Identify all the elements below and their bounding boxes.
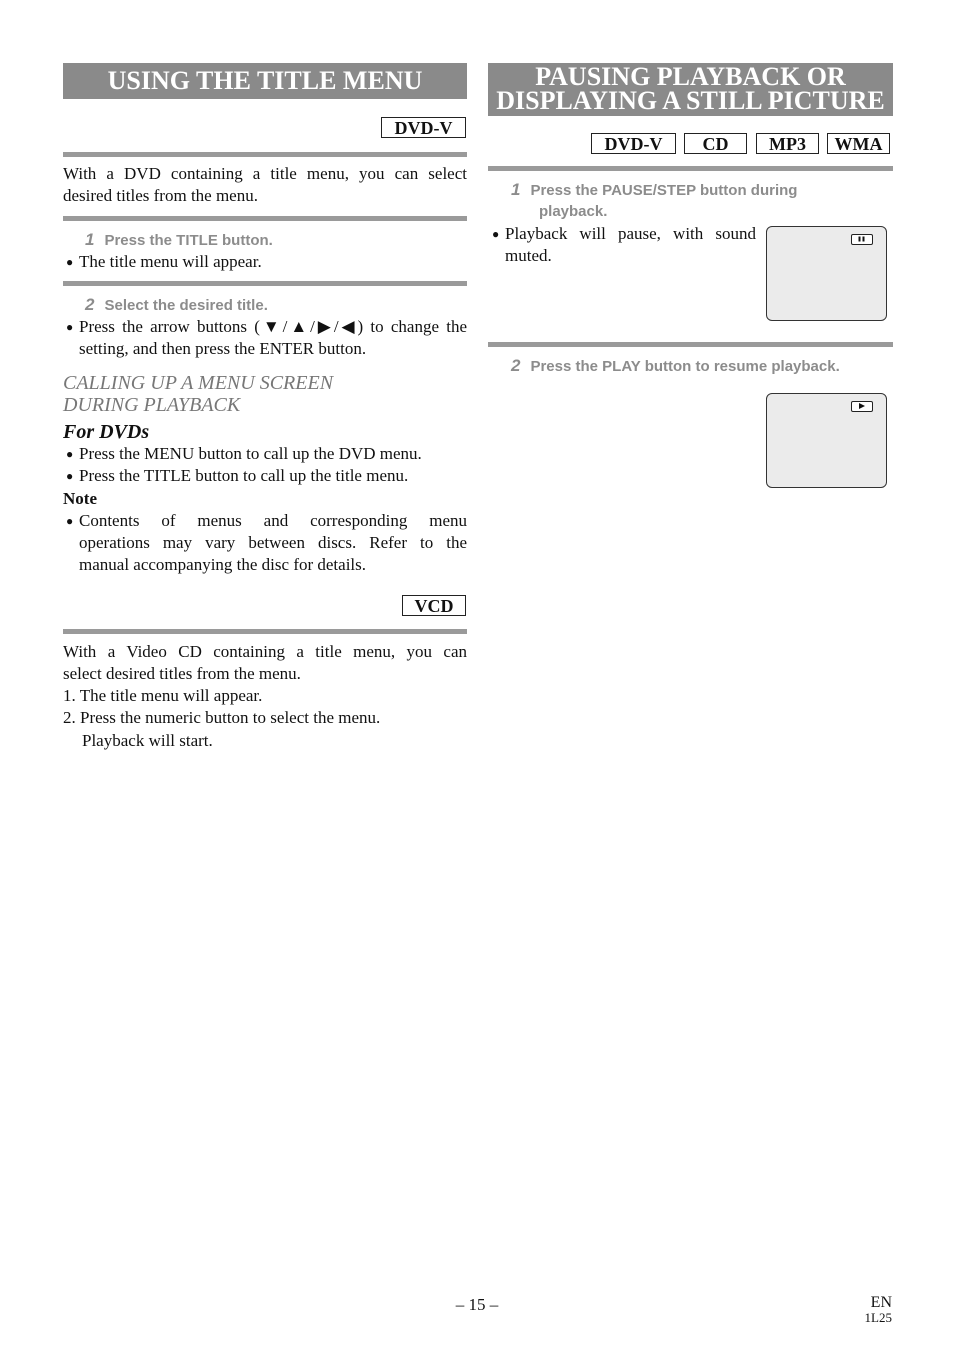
step-1-cont: playback. [539, 203, 608, 220]
note-item [63, 510, 467, 576]
bullet-icon: ● [66, 469, 74, 483]
bullet-icon: ● [66, 320, 74, 334]
intro-line-2: desired titles from the menu. [63, 186, 258, 205]
disc-tag-mp3: MP3 [756, 133, 819, 154]
note-label: Note [63, 489, 97, 508]
subheading-line: CALLING UP A MENU SCREEN [63, 372, 334, 394]
tv-screen-pause [766, 226, 887, 321]
step-number: 2 [85, 295, 95, 314]
bullet-icon: ● [492, 227, 500, 241]
bullet-text: Press the arrow buttons (▼/▲/▶/◀) to change the [79, 317, 467, 336]
bullet-text: Playback will pause, with sound [505, 224, 756, 243]
bullet-icon: ● [66, 255, 74, 269]
vcd-line: select desired titles from the menu. [63, 664, 301, 683]
subheading-line: DURING PLAYBACK [63, 394, 241, 416]
note-text: operations may vary between discs. Refer to the [79, 533, 467, 552]
disc-tag-wma: WMA [827, 133, 890, 154]
bullet-item [489, 223, 756, 267]
note-text: Contents of menus and corresponding menu [79, 511, 467, 530]
divider [63, 281, 467, 286]
disc-tag-cd: CD [684, 133, 747, 154]
divider [63, 629, 467, 634]
step-number: 1 [511, 180, 521, 199]
step-number: 1 [85, 230, 95, 249]
bullet-item [63, 465, 408, 487]
tv-screen-play [766, 393, 887, 488]
vcd-line: 1. The title menu will appear. [63, 686, 263, 705]
page-number: – 15 – [455, 1295, 499, 1314]
subheading-calling-menu [63, 372, 333, 416]
step-text: Press the PLAY button to resume playback. [530, 358, 840, 375]
bullet-item [63, 251, 262, 273]
step-1 [85, 229, 273, 252]
pause-icon [851, 234, 873, 245]
title-line: DISPLAYING A STILL PICTURE [496, 86, 885, 115]
title-line: PAUSING PLAYBACK OR [535, 62, 846, 91]
step-2 [511, 355, 840, 378]
bullet-text: setting, and then press the ENTER button. [79, 339, 367, 358]
vcd-line: With a Video CD containing a title menu, you can [63, 642, 467, 661]
step-number: 2 [511, 356, 521, 375]
step-1 [511, 179, 797, 202]
model-code: 1L25 [864, 1310, 892, 1325]
language-code: EN [870, 1294, 892, 1311]
section-title-pausing [488, 63, 893, 116]
disc-tag-dvd-v: DVD-V [591, 133, 676, 154]
vcd-line: Playback will start. [82, 731, 213, 750]
bullet-item [63, 316, 467, 360]
vcd-line: 2. Press the numeric button to select the menu. [63, 708, 381, 727]
bullet-item [63, 443, 422, 465]
divider [63, 216, 467, 221]
disc-tag-vcd: VCD [402, 595, 466, 616]
divider [488, 342, 893, 347]
play-icon [851, 401, 873, 412]
step-text: Press the TITLE button. [104, 232, 273, 249]
divider [63, 152, 467, 157]
for-dvds-label: For DVDs [63, 421, 150, 443]
bullet-icon: ● [66, 514, 74, 528]
intro-line-1: With a DVD containing a title menu, you can select [63, 164, 467, 183]
step-2 [85, 294, 268, 317]
step-text: Select the desired title. [104, 297, 268, 314]
divider [488, 166, 893, 171]
disc-tag-dvd-v: DVD-V [381, 117, 466, 138]
bullet-text: muted. [505, 246, 552, 265]
bullet-text: The title menu will appear. [79, 252, 262, 271]
section-title-title-menu: USING THE TITLE MENU [63, 63, 467, 99]
note-text: manual accompanying the disc for details. [79, 555, 367, 574]
step-text: Press the PAUSE/STEP button during [530, 182, 798, 199]
bullet-text: Press the MENU button to call up the DVD menu. [79, 444, 422, 463]
bullet-icon: ● [66, 447, 74, 461]
bullet-text: Press the TITLE button to call up the title menu. [79, 466, 409, 485]
